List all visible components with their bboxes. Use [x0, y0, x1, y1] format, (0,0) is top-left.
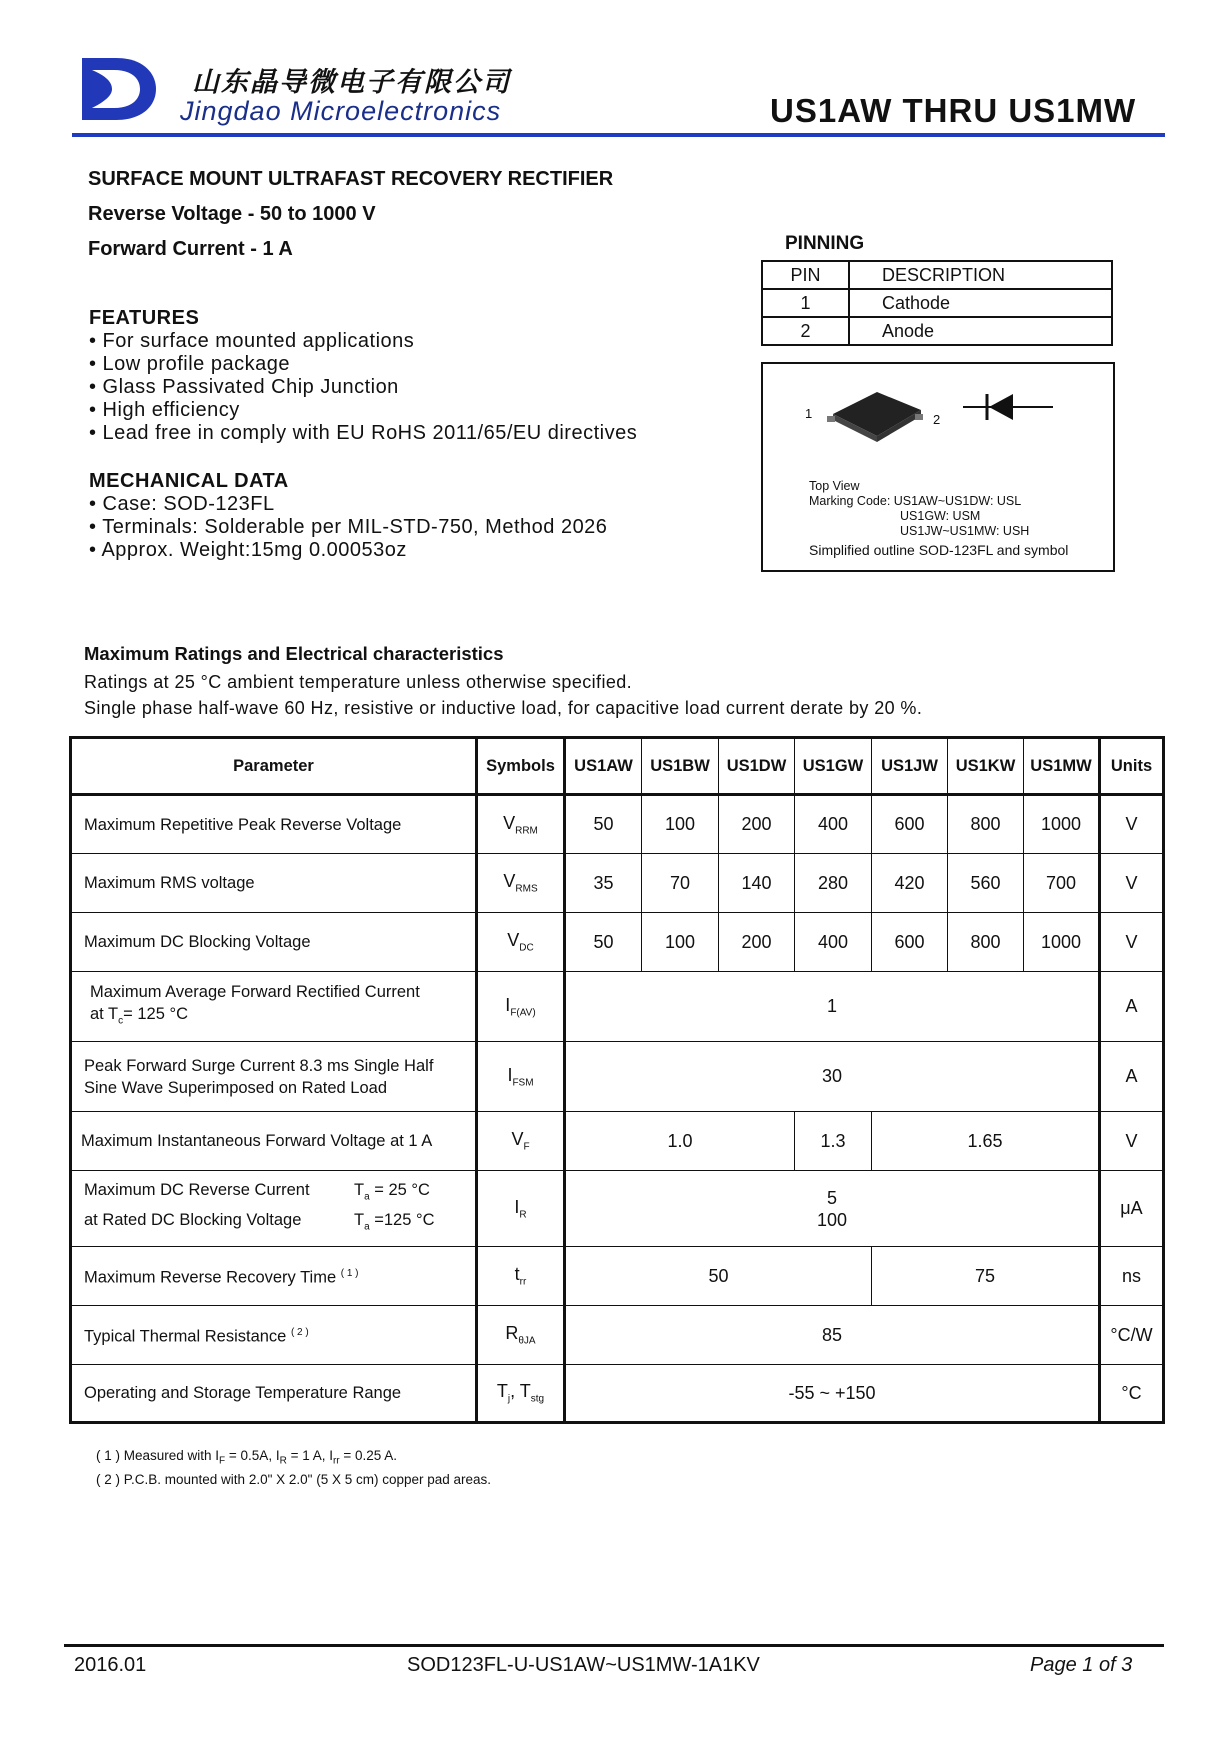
- unit-cell: μA: [1100, 1171, 1164, 1247]
- value-cell: 30: [565, 1042, 1100, 1112]
- unit-cell: ns: [1100, 1247, 1164, 1306]
- ratings-table: [69, 736, 1165, 1424]
- symbol-cell: $V_{DC}$: [477, 913, 565, 972]
- pinning-title: PINNING: [785, 233, 865, 254]
- unit-cell: °C/W: [1100, 1306, 1164, 1365]
- value-cell: 800: [948, 795, 1024, 854]
- symbol-cell: $V_{RMS}$: [477, 854, 565, 913]
- value-cell: 420: [872, 854, 948, 913]
- device-header: US1BW: [642, 738, 719, 795]
- pin-header: PIN: [762, 261, 849, 289]
- parameter-cell: Maximum Repetitive Peak Reverse Voltage: [71, 795, 477, 854]
- table-row: [71, 1112, 1164, 1171]
- company-name-en: Jingdao Microelectronics: [180, 96, 502, 126]
- ratings-note: Ratings at 25 °C ambient temperature unless otherwise specified.: [84, 672, 633, 692]
- value-cell: 280: [795, 854, 872, 913]
- unit-cell: A: [1100, 972, 1164, 1042]
- package-outline-box: [761, 362, 1115, 572]
- ratings-note: Single phase half-wave 60 Hz, resistive or inductive load, for capacitive load current derate by 20 %.: [84, 698, 923, 718]
- value-cell: 75: [872, 1247, 1100, 1306]
- value-cell: 50: [565, 1247, 872, 1306]
- value-cell: 70: [642, 854, 719, 913]
- device-header: US1GW: [795, 738, 872, 795]
- footer-rule: [64, 1644, 1164, 1647]
- mechanical-item: • Terminals: Solderable per MIL-STD-750, Method 2026: [89, 516, 608, 538]
- parameter-cell: Operating and Storage Temperature Range: [71, 1365, 477, 1423]
- document-title: US1AW THRU US1MW: [770, 92, 1137, 129]
- value-cell: 200: [719, 913, 795, 972]
- value-cell: 200: [719, 795, 795, 854]
- value-cell: 1.65: [872, 1112, 1100, 1171]
- feature-item: • Lead free in comply with EU RoHS 2011/65/EU directives: [89, 422, 638, 444]
- device-header: US1AW: [565, 738, 642, 795]
- pin-number: 1: [762, 289, 849, 317]
- feature-item: • High efficiency: [89, 399, 240, 421]
- value-cell: 5 100: [565, 1171, 1100, 1247]
- value-cell: 600: [872, 913, 948, 972]
- device-header: US1KW: [948, 738, 1024, 795]
- marking-code-line: US1GW: USM: [900, 509, 981, 523]
- value-cell: 1.0: [565, 1112, 795, 1171]
- parameter-cell: Peak Forward Surge Current 8.3 ms Single Half Sine Wave Superimposed on Rated Load: [71, 1042, 477, 1112]
- reverse-voltage-spec: Reverse Voltage - 50 to 1000 V: [88, 203, 376, 225]
- symbol-cell: $I_{FSM}$: [477, 1042, 565, 1112]
- parameter-cell: Maximum Reverse Recovery Time $^{( 1 )}$: [71, 1247, 477, 1306]
- value-cell: 140: [719, 854, 795, 913]
- value-cell: -55 ~ +150: [565, 1365, 1100, 1423]
- outline-caption: Simplified outline SOD-123FL and symbol: [809, 542, 1069, 558]
- footer-page-number: Page 1 of 3: [1030, 1654, 1133, 1676]
- table-row: [71, 1306, 1164, 1365]
- symbol-cell: $V_F$: [477, 1112, 565, 1171]
- pin-description: Anode: [849, 317, 1112, 345]
- mechanical-item: • Case: SOD-123FL: [89, 493, 275, 515]
- pinning-row: [762, 317, 1112, 345]
- units-header: Units: [1100, 738, 1164, 795]
- value-cell: 1000: [1024, 913, 1100, 972]
- feature-item: • Glass Passivated Chip Junction: [89, 376, 399, 398]
- pin2-label: 2: [933, 412, 941, 427]
- symbol-cell: $I_{F(AV)}$: [477, 972, 565, 1042]
- symbol-cell: $R_{\theta JA}$: [477, 1306, 565, 1365]
- product-type: SURFACE MOUNT ULTRAFAST RECOVERY RECTIFIER: [88, 168, 614, 190]
- parameter-header: Parameter: [71, 738, 477, 795]
- unit-cell: V: [1100, 854, 1164, 913]
- unit-cell: V: [1100, 1112, 1164, 1171]
- pinning-table: [761, 260, 1113, 346]
- description-header: DESCRIPTION: [849, 261, 1112, 289]
- features-list: [89, 330, 637, 445]
- table-row: [71, 913, 1164, 972]
- parameter-cell: Maximum DC Reverse Current $T_a = 25$ °C at Rated DC Blocking Voltage $T_a =125$ °C: [71, 1171, 477, 1247]
- table-row: [71, 972, 1164, 1042]
- table-row: [71, 1247, 1164, 1306]
- symbol-cell: $V_{RRM}$: [477, 795, 565, 854]
- value-cell: 50: [565, 795, 642, 854]
- mechanical-heading: MECHANICAL DATA: [89, 470, 289, 492]
- marking-code-line: Marking Code: US1AW~US1DW: USL: [809, 494, 1022, 508]
- unit-cell: °C: [1100, 1365, 1164, 1423]
- value-cell: 50: [565, 913, 642, 972]
- value-cell: 560: [948, 854, 1024, 913]
- unit-cell: V: [1100, 913, 1164, 972]
- value-cell: 600: [872, 795, 948, 854]
- value-cell: 400: [795, 913, 872, 972]
- pin-description: Cathode: [849, 289, 1112, 317]
- parameter-cell: Maximum DC Blocking Voltage: [71, 913, 477, 972]
- value-cell: 1000: [1024, 795, 1100, 854]
- pinning-header-row: [762, 261, 1112, 289]
- company-name-cn: 山东晶导微电子有限公司: [192, 67, 511, 97]
- device-header: US1JW: [872, 738, 948, 795]
- marking-code-line: US1JW~US1MW: USH: [900, 524, 1030, 538]
- package-drawing-icon: [825, 384, 925, 444]
- header-rule: [72, 133, 1165, 137]
- value-cell: 1: [565, 972, 1100, 1042]
- footnote-2: ( 2 ) P.C.B. mounted with 2.0" X 2.0" (5 X 5 cm) copper pad areas.: [96, 1472, 492, 1487]
- feature-item: • Low profile package: [89, 353, 290, 375]
- parameter-cell: Typical Thermal Resistance $^{( 2 )}$: [71, 1306, 477, 1365]
- symbols-header: Symbols: [477, 738, 565, 795]
- value-cell: 85: [565, 1306, 1100, 1365]
- device-header: US1MW: [1024, 738, 1100, 795]
- value-cell: 100: [642, 913, 719, 972]
- ratings-heading: Maximum Ratings and Electrical characteristics: [84, 643, 504, 664]
- parameter-cell: Maximum Instantaneous Forward Voltage at 1 A: [71, 1112, 477, 1171]
- symbol-cell: $t_{rr}$: [477, 1247, 565, 1306]
- value-cell: 800: [948, 913, 1024, 972]
- pin1-label: 1: [805, 406, 813, 421]
- parameter-cell: Maximum RMS voltage: [71, 854, 477, 913]
- diode-symbol-icon: [963, 390, 1053, 424]
- footer-date: 2016.01: [74, 1654, 147, 1676]
- symbol-cell: $I_R$: [477, 1171, 565, 1247]
- footer-doc-code: SOD123FL-U-US1AW~US1MW-1A1KV: [407, 1654, 760, 1676]
- forward-current-spec: Forward Current - 1 A: [88, 238, 293, 260]
- table-row: [71, 1042, 1164, 1112]
- pin-number: 2: [762, 317, 849, 345]
- symbol-cell: $T_j$, $T_{stg}$: [477, 1365, 565, 1423]
- unit-cell: V: [1100, 795, 1164, 854]
- pinning-row: [762, 289, 1112, 317]
- value-cell: 100: [642, 795, 719, 854]
- unit-cell: A: [1100, 1042, 1164, 1112]
- table-row: [71, 795, 1164, 854]
- feature-item: • For surface mounted applications: [89, 330, 415, 352]
- value-cell: 35: [565, 854, 642, 913]
- table-row: [71, 854, 1164, 913]
- table-header-row: [71, 738, 1164, 795]
- features-heading: FEATURES: [89, 307, 200, 329]
- mechanical-list: [89, 493, 607, 562]
- table-row: [71, 1365, 1164, 1423]
- mechanical-item: • Approx. Weight:15mg 0.00053oz: [89, 539, 407, 561]
- value-cell: 1.3: [795, 1112, 872, 1171]
- company-logo: [78, 54, 158, 124]
- device-header: US1DW: [719, 738, 795, 795]
- table-row: [71, 1171, 1164, 1247]
- top-view-label: Top View: [809, 479, 860, 493]
- value-cell: 400: [795, 795, 872, 854]
- value-cell: 700: [1024, 854, 1100, 913]
- footnote-1: ( 1 ) Measured with $I_F = 0.5A$, $I_R = 1$ A, $I_{rr} = 0.25$ A.: [96, 1448, 398, 1467]
- parameter-cell: Maximum Average Forward Rectified Current at $T_c= 125$ °C: [71, 972, 477, 1042]
